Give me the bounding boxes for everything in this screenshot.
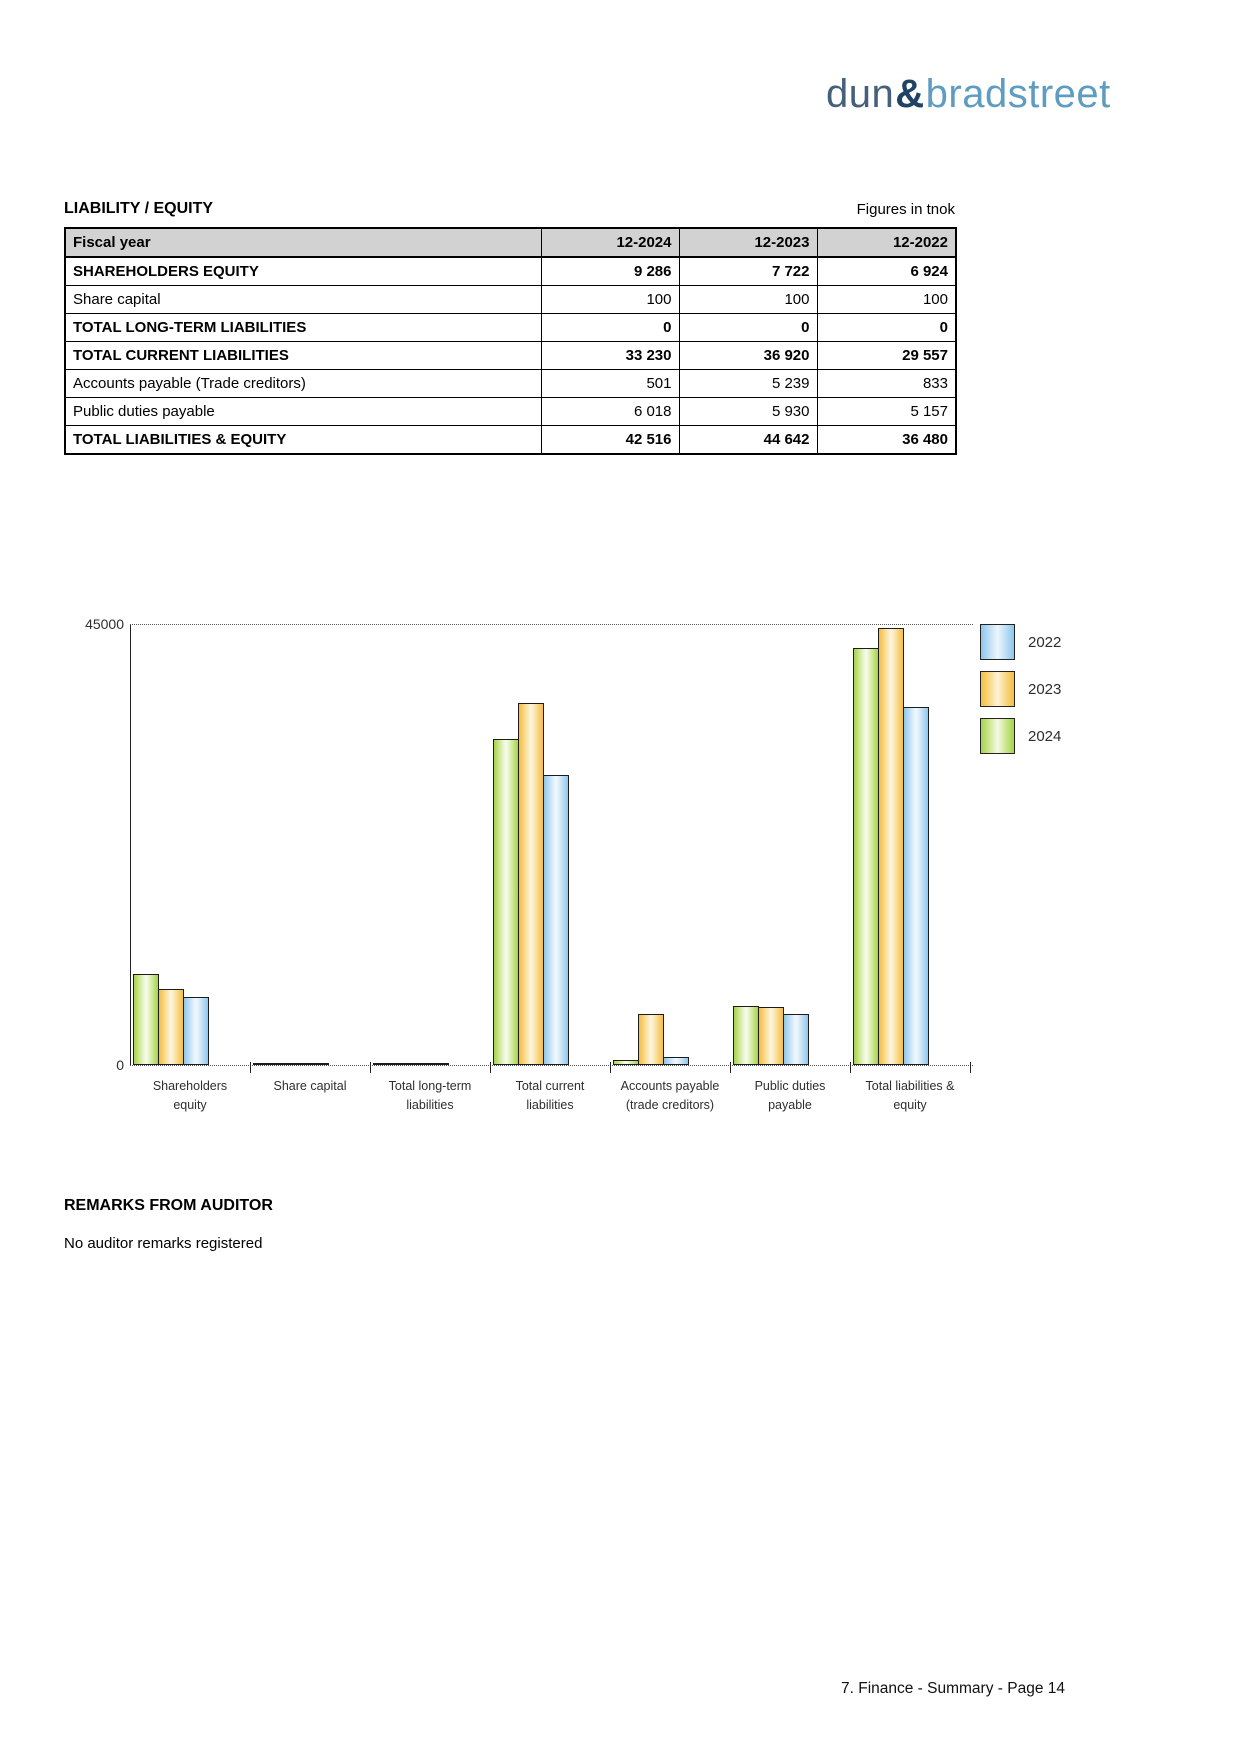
row-value: 0 <box>817 314 956 342</box>
table-row <box>65 257 956 286</box>
legend-swatch-2023 <box>980 671 1015 707</box>
bar-2023-3 <box>518 703 544 1065</box>
row-value: 100 <box>541 286 679 314</box>
bar-2022-3 <box>543 775 569 1065</box>
x-axis-baseline <box>130 1065 973 1066</box>
row-value: 501 <box>541 370 679 398</box>
bar-2023-6 <box>878 628 904 1065</box>
row-value: 0 <box>679 314 817 342</box>
bar-2022-2 <box>423 1063 449 1065</box>
x-axis-tick <box>250 1062 251 1073</box>
row-value: 100 <box>817 286 956 314</box>
row-value: 0 <box>541 314 679 342</box>
row-value: 5 930 <box>679 398 817 426</box>
x-axis-tick <box>610 1062 611 1073</box>
logo-ampersand-icon: & <box>895 72 925 116</box>
column-header-period: 12-2024 <box>541 228 679 257</box>
row-value: 9 286 <box>541 257 679 286</box>
y-tick-label-zero: 0 <box>116 1057 124 1073</box>
column-header-period: 12-2023 <box>679 228 817 257</box>
table-row <box>65 426 956 455</box>
row-value: 5 157 <box>817 398 956 426</box>
row-label: TOTAL LONG-TERM LIABILITIES <box>65 314 541 342</box>
bar-2023-0 <box>158 989 184 1065</box>
remarks-title: REMARKS FROM AUDITOR <box>64 1197 273 1214</box>
row-value: 6 924 <box>817 257 956 286</box>
x-category-label: Accounts payable (trade creditors) <box>620 1079 720 1112</box>
section-header <box>64 200 955 222</box>
row-value: 36 920 <box>679 342 817 370</box>
x-axis-tick <box>490 1062 491 1073</box>
row-label: TOTAL CURRENT LIABILITIES <box>65 342 541 370</box>
x-axis-tick <box>850 1062 851 1073</box>
table-row <box>65 342 956 370</box>
table-row <box>65 370 956 398</box>
row-value: 44 642 <box>679 426 817 455</box>
bar-2024-3 <box>493 739 519 1065</box>
row-label: Share capital <box>65 286 541 314</box>
x-axis-tick <box>730 1062 731 1073</box>
table-row <box>65 398 956 426</box>
bar-2022-1 <box>303 1063 329 1065</box>
row-value: 6 018 <box>541 398 679 426</box>
logo-text-dun: dun <box>826 72 895 116</box>
bar-2024-1 <box>253 1063 279 1065</box>
logo-text-bradstreet: bradstreet <box>925 72 1111 116</box>
legend-label-2022: 2022 <box>1028 634 1062 651</box>
row-value: 36 480 <box>817 426 956 455</box>
table-header-row <box>65 228 956 257</box>
bar-2024-0 <box>133 974 159 1065</box>
row-value: 5 239 <box>679 370 817 398</box>
bar-2023-4 <box>638 1014 664 1065</box>
column-header-period: 12-2022 <box>817 228 956 257</box>
row-label: SHAREHOLDERS EQUITY <box>65 257 541 286</box>
x-axis-tick <box>370 1062 371 1073</box>
bar-2024-4 <box>613 1060 639 1065</box>
x-category-label: Total liabilities & equity <box>865 1079 955 1112</box>
x-category-label: Shareholders equity <box>152 1079 228 1112</box>
remarks-body: No auditor remarks registered <box>64 1235 263 1252</box>
bar-2023-1 <box>278 1063 304 1065</box>
column-header-fiscal-year: Fiscal year <box>65 228 541 257</box>
row-value: 29 557 <box>817 342 956 370</box>
section-title: LIABILITY / EQUITY <box>64 200 214 217</box>
legend-swatch-2024 <box>980 718 1015 754</box>
legend-label-2024: 2024 <box>1028 728 1062 745</box>
row-value: 7 722 <box>679 257 817 286</box>
x-category-label: Public duties payable <box>754 1079 826 1112</box>
table-row <box>65 314 956 342</box>
row-label: Accounts payable (Trade creditors) <box>65 370 541 398</box>
row-label: TOTAL LIABILITIES & EQUITY <box>65 426 541 455</box>
bar-2022-6 <box>903 707 929 1065</box>
gridline-45000 <box>130 624 973 625</box>
row-label: Public duties payable <box>65 398 541 426</box>
units-note: Figures in tnok <box>856 201 955 218</box>
x-axis-tick <box>970 1062 971 1073</box>
bar-2023-2 <box>398 1063 424 1065</box>
bar-2022-5 <box>783 1014 809 1065</box>
row-value: 833 <box>817 370 956 398</box>
row-value: 42 516 <box>541 426 679 455</box>
legend-swatch-2022 <box>980 624 1015 660</box>
y-tick-label-max: 45000 <box>85 616 124 632</box>
dun-bradstreet-logo <box>826 72 1111 116</box>
bar-2022-4 <box>663 1057 689 1065</box>
x-category-label: Total current liabilities <box>515 1079 585 1112</box>
bar-2024-2 <box>373 1063 399 1065</box>
bar-2024-5 <box>733 1006 759 1065</box>
row-value: 33 230 <box>541 342 679 370</box>
bar-2023-5 <box>758 1007 784 1065</box>
x-category-label: Total long-term liabilities <box>388 1079 472 1112</box>
row-value: 100 <box>679 286 817 314</box>
legend-label-2023: 2023 <box>1028 681 1062 698</box>
bar-2022-0 <box>183 997 209 1065</box>
page-footer: 7. Finance - Summary - Page 14 <box>841 1680 1065 1697</box>
liability-equity-table <box>64 227 957 455</box>
x-category-label: Share capital <box>273 1079 347 1093</box>
bar-2024-6 <box>853 648 879 1065</box>
table-row <box>65 286 956 314</box>
y-axis-line <box>130 624 131 1065</box>
